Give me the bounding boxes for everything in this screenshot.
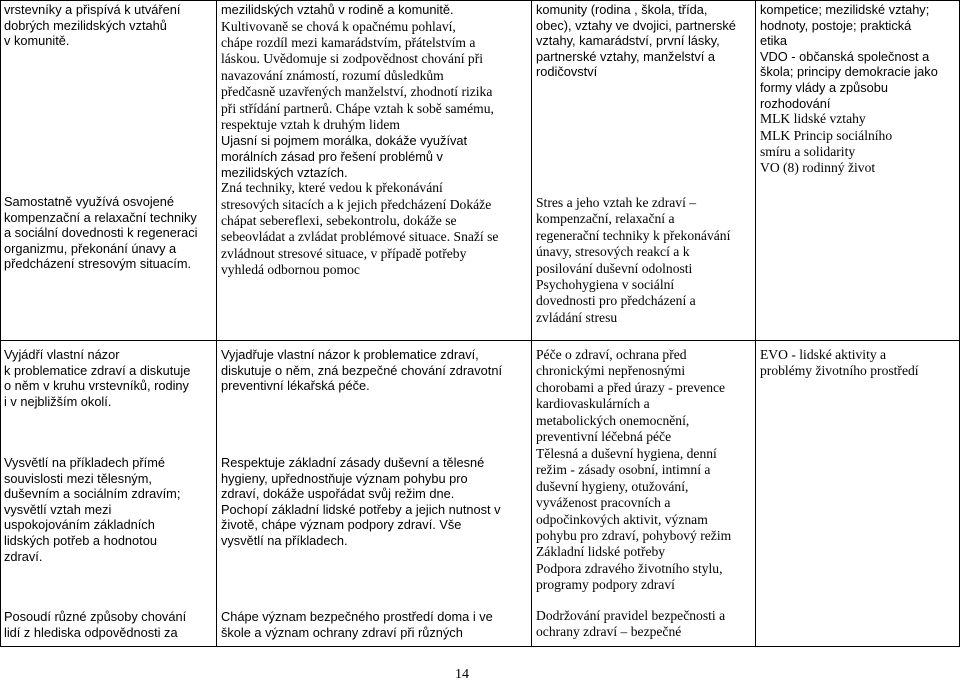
row1-crosscutting-cell [760, 2, 958, 177]
column-divider-3 [755, 0, 756, 646]
row2-content-cell-2 [536, 446, 751, 594]
table-left-border [0, 0, 1, 646]
table-row-divider [0, 340, 960, 341]
content-text: Tělesná a duševní hygiena, denní režim - zásady osobní, intimní a duševní hygieny, otužování, vyváženost pracovních a odpočinkových aktivit, význam pohybu pro zdraví, pohybový režim Základní lidské potřeby Podpora zdravého životního stylu, programy podpory zdraví [536, 446, 732, 593]
crosscutting-text: kompetice; mezilidské vztahy; hodnoty, postoje; praktická etika VDO - občanská společnost a škola; principy demokracie jako formy vlády a způsobu rozhodování [760, 2, 938, 111]
topic-text: Chápe význam bezpečného prostředí doma i ve škole a význam ochrany zdraví při různých [221, 609, 493, 640]
crosscutting-text: MLK lidské vztahy MLK Princip sociálního smíru a solidarity VO (8) rodinný život [760, 111, 893, 176]
column-divider-1 [216, 0, 217, 646]
crosscutting-text: EVO - lidské aktivity a problémy životního prostředí [760, 347, 919, 379]
topic-text: Respektuje základní zásady duševní a tělesné hygieny, upřednostňuje význam pohybu pro zdraví, dokáže uspořádat svůj režim dne. Pochopí základní lidské potřeby a jejich nutnost v životě, chápe význam podpory zdraví. Vše vysvětlí na příkladech. [221, 455, 501, 548]
row2-outcomes-cell-2 [4, 455, 209, 564]
topic-text: mezilidských vztahů v rodině a komunitě. [221, 2, 454, 17]
topic-text: Vyjadřuje vlastní názor k problematice zdraví, diskutuje o něm, zná bezpečné chování zdravotní preventivní lékařská péče. [221, 347, 502, 394]
outcome-text: Samostatně využívá osvojené kompenzační a relaxační techniky a sociální dovednosti k regeneraci organizmu, překonání únavy a předcházení stresovým situacím. [4, 194, 198, 272]
row2-outcomes-cell [4, 347, 209, 409]
outcome-text: Vyjádří vlastní názor k problematice zdraví a diskutuje o něm v kruhu vrstevníků, rodiny i v nejbližším okolí. [4, 347, 191, 409]
topic-text: Zná techniky, které vedou k překonávání stresových sitacích a k jejich předcházení Dokáže chápat sebereflexi, sebekontrolu, dokáže se sebeovládat a zvládat problémové situace. Snaží se zvládnout stresové situace, v případě potřeby vyhledá odbornou pomoc [221, 180, 499, 278]
content-text: Dodržování pravidel bezpečnosti a ochrany zdraví – bezpečné [536, 608, 726, 640]
table-top-border [0, 0, 960, 1]
row2-outcomes-cell-3 [4, 609, 209, 640]
outcome-text: Vysvětlí na příkladech přímé souvislosti mezi tělesným, duševním a sociálním zdravím; vysvětlí vztah mezi uspokojováním základních lidských potřeb a hodnotou zdraví. [4, 455, 181, 564]
row1-content-cell [536, 2, 751, 80]
content-text: komunity (rodina , škola, třída, obec), vztahy ve dvojici, partnerské vztahy, kamarádství, první lásky, partnerské vztahy, manželství a rodičovství [536, 2, 736, 80]
row1-outcomes-cell-2 [4, 194, 209, 272]
row2-crosscutting-cell [760, 347, 958, 380]
row2-content-cell-3 [536, 608, 751, 641]
outcome-text: vrstevníky a přispívá k utváření dobrých mezilidských vztahů v komunitě. [4, 2, 181, 49]
row2-topics-cell-2 [221, 455, 532, 549]
outcome-text: Posoudí různé způsoby chování lidí z hlediska odpovědnosti za [4, 609, 187, 640]
row1-content-cell-2 [536, 195, 751, 326]
row2-topics-cell-3 [221, 609, 532, 640]
topic-text: Ujasní si pojmem morálka, dokáže využívat morálních zásad pro řešení problémů v mezilidských vztazích. [221, 133, 468, 180]
table-bottom-border [0, 646, 960, 647]
row2-topics-cell [221, 347, 532, 394]
content-text: Péče o zdraví, ochrana před chronickými nepřenosnými chorobami a před úrazy - prevence kardiovaskulárních a metabolických onemocnění, preventivní léčebná péče [536, 347, 726, 445]
row1-outcomes-cell [4, 2, 209, 49]
content-text: Stres a jeho vztah ke zdraví – kompenzační, relaxační a regenerační techniky k překonávání únavy, stresových reakcí a k posilování duševní odolnosti Psychohygiena v sociální dovednosti pro předcházení a zvládání stresu [536, 195, 731, 325]
topic-text: Kultivovaně se chová k opačnému pohlaví, chápe rozdíl mezi kamarádstvím, přátelstvím a láskou. Uvědomuje si zodpovědnost chování při navazování známostí, rozumí důsledkům předčasně uzavřených manželství, zhodnotí rizika při střídání partnerů. Chápe vztah k sobě samému, respektuje vztah k druhým lidem [221, 18, 494, 133]
page-number: 14 [455, 667, 469, 682]
row1-topics-cell [221, 2, 532, 279]
row2-content-cell [536, 347, 751, 445]
